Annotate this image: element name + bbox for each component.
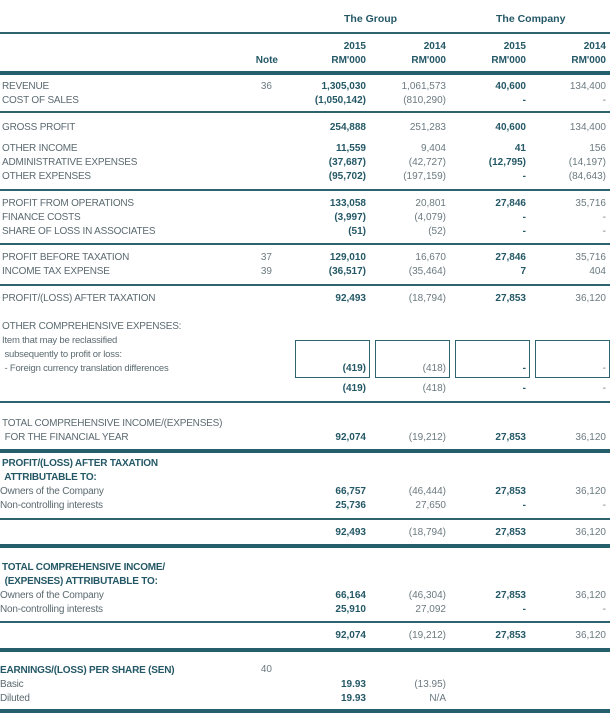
row-label: OTHER INCOME	[2, 143, 78, 154]
row-label: FOR THE FINANCIAL YEAR	[2, 432, 129, 443]
row-label: PROFIT FROM OPERATIONS	[2, 198, 134, 209]
cell: 251,283	[409, 122, 446, 133]
cell: 92,074	[335, 432, 366, 443]
cell: (36,517)	[328, 266, 366, 277]
divider	[0, 621, 610, 623]
row-label: COST OF SALES	[2, 95, 79, 106]
cell: (84,643)	[568, 171, 606, 182]
divider	[0, 401, 610, 403]
row-note: 37	[260, 252, 272, 263]
cell: (4,079)	[414, 212, 446, 223]
cell: 35,716	[575, 198, 606, 209]
cell: (42,727)	[408, 157, 446, 168]
cell: -	[522, 171, 526, 182]
row-label: SHARE OF LOSS IN ASSOCIATES	[2, 226, 156, 237]
cell: 16,670	[415, 252, 446, 263]
cell: 27,853	[495, 293, 526, 304]
cell: 92,074	[335, 630, 366, 641]
row-note: 39	[260, 266, 272, 277]
cell: 36,120	[575, 527, 606, 538]
cell: -	[522, 383, 526, 394]
cell: -	[602, 383, 606, 394]
row-label: Owners of the Company	[0, 590, 104, 601]
cell: 9,404	[420, 143, 446, 154]
divider	[0, 243, 610, 245]
col-year: 2015	[503, 41, 526, 52]
row-label: INCOME TAX EXPENSE	[2, 266, 110, 277]
cell: 66,757	[335, 486, 366, 497]
cell: 27,853	[495, 590, 526, 601]
cell: (810,290)	[403, 95, 446, 106]
cell: (12,795)	[488, 157, 526, 168]
cell: 27,853	[495, 432, 526, 443]
section-heading: OTHER COMPREHENSIVE EXPENSES:	[2, 321, 182, 332]
cell: 133,058	[329, 198, 366, 209]
note-header: Note	[255, 55, 278, 66]
divider-thick	[0, 544, 610, 548]
row-label: REVENUE	[2, 81, 49, 92]
cell: 20,801	[415, 198, 446, 209]
cell: (418)	[422, 383, 446, 394]
cell: 25,736	[335, 500, 366, 511]
cell: -	[602, 604, 606, 615]
cell: -	[602, 95, 606, 106]
cell: 11,559	[335, 143, 366, 154]
row-label: Basic	[0, 679, 24, 690]
cell: -	[522, 95, 526, 106]
cell: (13.95)	[414, 679, 446, 690]
cell: 40,600	[495, 81, 526, 92]
section-heading: TOTAL COMPREHENSIVE INCOME/	[2, 562, 165, 573]
col-year: 2014	[423, 41, 446, 52]
cell: (51)	[348, 226, 366, 237]
cell: 25,910	[335, 604, 366, 615]
cell: (419)	[342, 383, 366, 394]
col-unit: RM'000	[491, 55, 526, 66]
row-label: Diluted	[0, 693, 30, 704]
row-label: PROFIT BEFORE TAXATION	[2, 252, 130, 263]
cell: 1,305,030	[321, 81, 366, 92]
cell: (46,304)	[408, 590, 446, 601]
divider-thick	[0, 648, 610, 652]
cell: (3,997)	[334, 212, 366, 223]
cell: 19.93	[340, 679, 366, 690]
row-note: 40	[260, 664, 272, 675]
cell: 254,888	[329, 122, 366, 133]
cell: (18,794)	[408, 293, 446, 304]
row-label: Non-controlling interests	[0, 500, 103, 511]
cell: (95,702)	[328, 171, 366, 182]
row-label: GROSS PROFIT	[2, 122, 76, 133]
divider-thick	[0, 71, 610, 75]
divider	[0, 518, 610, 520]
cell: 156	[589, 143, 606, 154]
company-header: The Company	[496, 13, 566, 25]
cell: (14,197)	[568, 157, 606, 168]
group-header: The Group	[344, 13, 398, 25]
row-label: ADMINISTRATIVE EXPENSES	[2, 157, 138, 168]
cell: 27,853	[495, 527, 526, 538]
row-label: PROFIT/(LOSS) AFTER TAXATION	[2, 293, 156, 304]
cell: 36,120	[575, 432, 606, 443]
cell: 27,846	[495, 252, 526, 263]
col-unit: RM'000	[571, 55, 606, 66]
cell: (19,212)	[408, 630, 446, 641]
cell: N/A	[429, 693, 446, 704]
cell: -	[522, 604, 526, 615]
cell: 35,716	[575, 252, 606, 263]
divider-thick	[0, 449, 610, 453]
section-heading: PROFIT/(LOSS) AFTER TAXATION	[2, 458, 158, 469]
cell: 27,853	[495, 630, 526, 641]
cell: -	[602, 226, 606, 237]
section-heading: EARNINGS/(LOSS) PER SHARE (SEN)	[0, 665, 175, 676]
row-note: 36	[260, 81, 272, 92]
cell: 1,061,573	[401, 81, 446, 92]
cell: 27,092	[415, 604, 446, 615]
cell: 66,164	[335, 590, 366, 601]
row-label: Non-controlling interests	[0, 604, 103, 615]
section-heading: ATTRIBUTABLE TO:	[2, 472, 97, 483]
cell: (46,444)	[408, 486, 446, 497]
cell: (19,212)	[408, 432, 446, 443]
row-label: FINANCE COSTS	[2, 212, 81, 223]
cell: 92,493	[335, 293, 366, 304]
row-label: subsequently to profit or loss:	[2, 349, 122, 360]
row-label: Owners of the Company	[0, 486, 104, 497]
row-label: Item that may be reclassified	[2, 335, 118, 346]
cell: 134,400	[569, 122, 606, 133]
cell: -	[522, 500, 526, 511]
cell: 92,493	[335, 527, 366, 538]
cell: 27,650	[415, 500, 446, 511]
divider	[0, 32, 610, 34]
cell: 36,120	[575, 590, 606, 601]
cell: -	[602, 363, 606, 374]
col-unit: RM'000	[411, 55, 446, 66]
cell: 27,853	[495, 486, 526, 497]
cell: (197,159)	[403, 171, 446, 182]
cell: (419)	[342, 363, 366, 374]
row-label: OTHER EXPENSES	[2, 171, 91, 182]
cell: 129,010	[329, 252, 366, 263]
cell: 134,400	[569, 81, 606, 92]
cell: 40,600	[495, 122, 526, 133]
cell: 36,120	[575, 293, 606, 304]
cell: -	[522, 363, 526, 374]
divider	[0, 189, 610, 191]
cell: (18,794)	[408, 527, 446, 538]
cell: (52)	[428, 226, 446, 237]
divider	[0, 111, 610, 113]
cell: (37,687)	[328, 157, 366, 168]
col-year: 2015	[343, 41, 366, 52]
cell: (1,050,142)	[314, 95, 366, 106]
divider	[0, 284, 610, 286]
cell: (35,464)	[408, 266, 446, 277]
cell: -	[522, 226, 526, 237]
cell: 7	[520, 266, 526, 277]
cell: 36,120	[575, 486, 606, 497]
col-year: 2014	[583, 41, 606, 52]
cell: 27,846	[495, 198, 526, 209]
cell: 36,120	[575, 630, 606, 641]
divider-thick	[0, 709, 610, 713]
cell: 404	[589, 266, 606, 277]
cell: -	[522, 212, 526, 223]
row-label: - Foreign currency translation differences	[2, 363, 169, 374]
col-unit: RM'000	[331, 55, 366, 66]
cell: -	[602, 212, 606, 223]
section-heading: (EXPENSES) ATTRIBUTABLE TO:	[2, 576, 158, 587]
cell: 41	[514, 143, 526, 154]
cell: (418)	[422, 363, 446, 374]
cell: -	[602, 500, 606, 511]
row-label: TOTAL COMPREHENSIVE INCOME/(EXPENSES)	[2, 418, 223, 429]
cell: 19.93	[340, 693, 366, 704]
